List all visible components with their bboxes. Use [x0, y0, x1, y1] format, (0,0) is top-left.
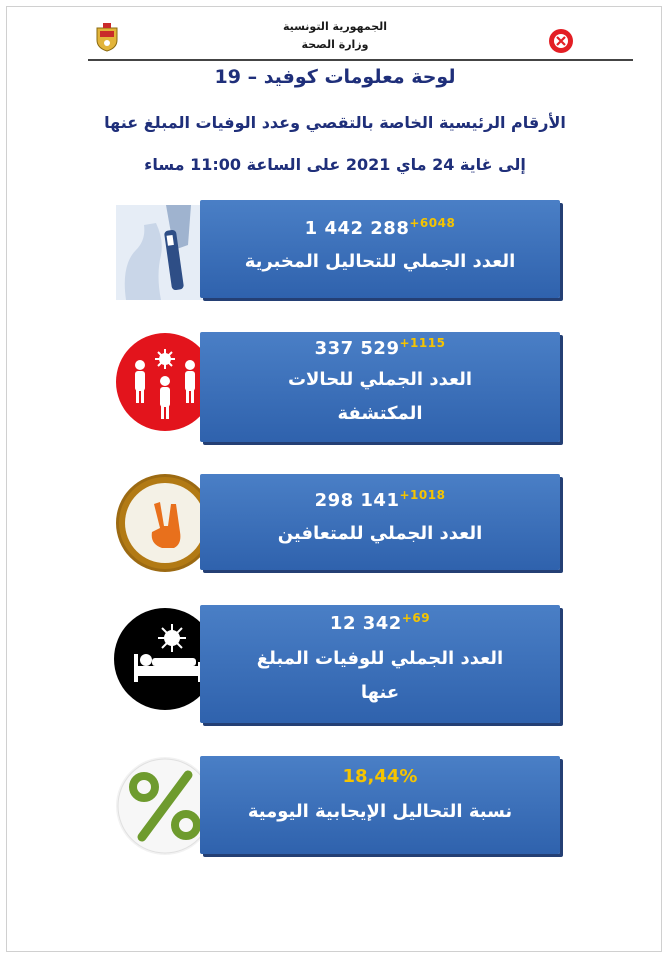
detected-cases-delta: +1115	[399, 336, 446, 350]
page-title: لوحة معلومات كوفيد – 19	[214, 66, 456, 88]
republic-text: الجمهورية التونسية	[282, 20, 388, 33]
recovered-delta: +1018	[399, 488, 446, 502]
deaths-label-1: العدد الجملي للوفيات المبلغ	[256, 648, 504, 669]
deaths-delta: +69	[401, 611, 431, 625]
lab-tests-delta: +6048	[409, 216, 456, 230]
recovered-value: 298 141	[314, 490, 400, 511]
stat-card-positivity	[200, 756, 560, 854]
ministry-text: وزارة الصحة	[301, 38, 369, 51]
lab-tests-label: العدد الجملي للتحاليل المخبرية	[244, 251, 516, 272]
deaths-value: 12 342	[329, 613, 402, 634]
detected-cases-label-2: المكتشفة	[337, 403, 423, 424]
header-divider	[88, 59, 633, 61]
ministry-header	[260, 18, 410, 54]
ministry-logo-icon	[548, 28, 574, 54]
detected-cases-label-1: العدد الجملي للحالات	[287, 369, 473, 390]
stat-card-lab-tests	[200, 200, 560, 298]
positivity-label: نسبة التحاليل الإيجابية اليومية	[247, 801, 513, 822]
lab-tests-value: 1 442 288	[304, 218, 410, 239]
deaths-label-2: عنها	[360, 682, 400, 703]
tunisia-emblem-icon	[94, 22, 120, 52]
recovered-label: العدد الجملي للمتعافين	[277, 523, 483, 544]
page-subtitle: الأرقام الرئيسية الخاصة بالتقصي وعدد الوفيات المبلغ عنها	[104, 113, 566, 132]
stat-card-recovered	[200, 474, 560, 570]
detected-cases-value: 337 529	[314, 338, 400, 359]
stat-card-detected-cases	[200, 332, 560, 442]
stat-card-deaths	[200, 605, 560, 723]
page-date: إلى غاية 24 ماي 2021 على الساعة 11:00 مساء	[144, 155, 526, 174]
positivity-value: 18,44%	[342, 766, 418, 787]
